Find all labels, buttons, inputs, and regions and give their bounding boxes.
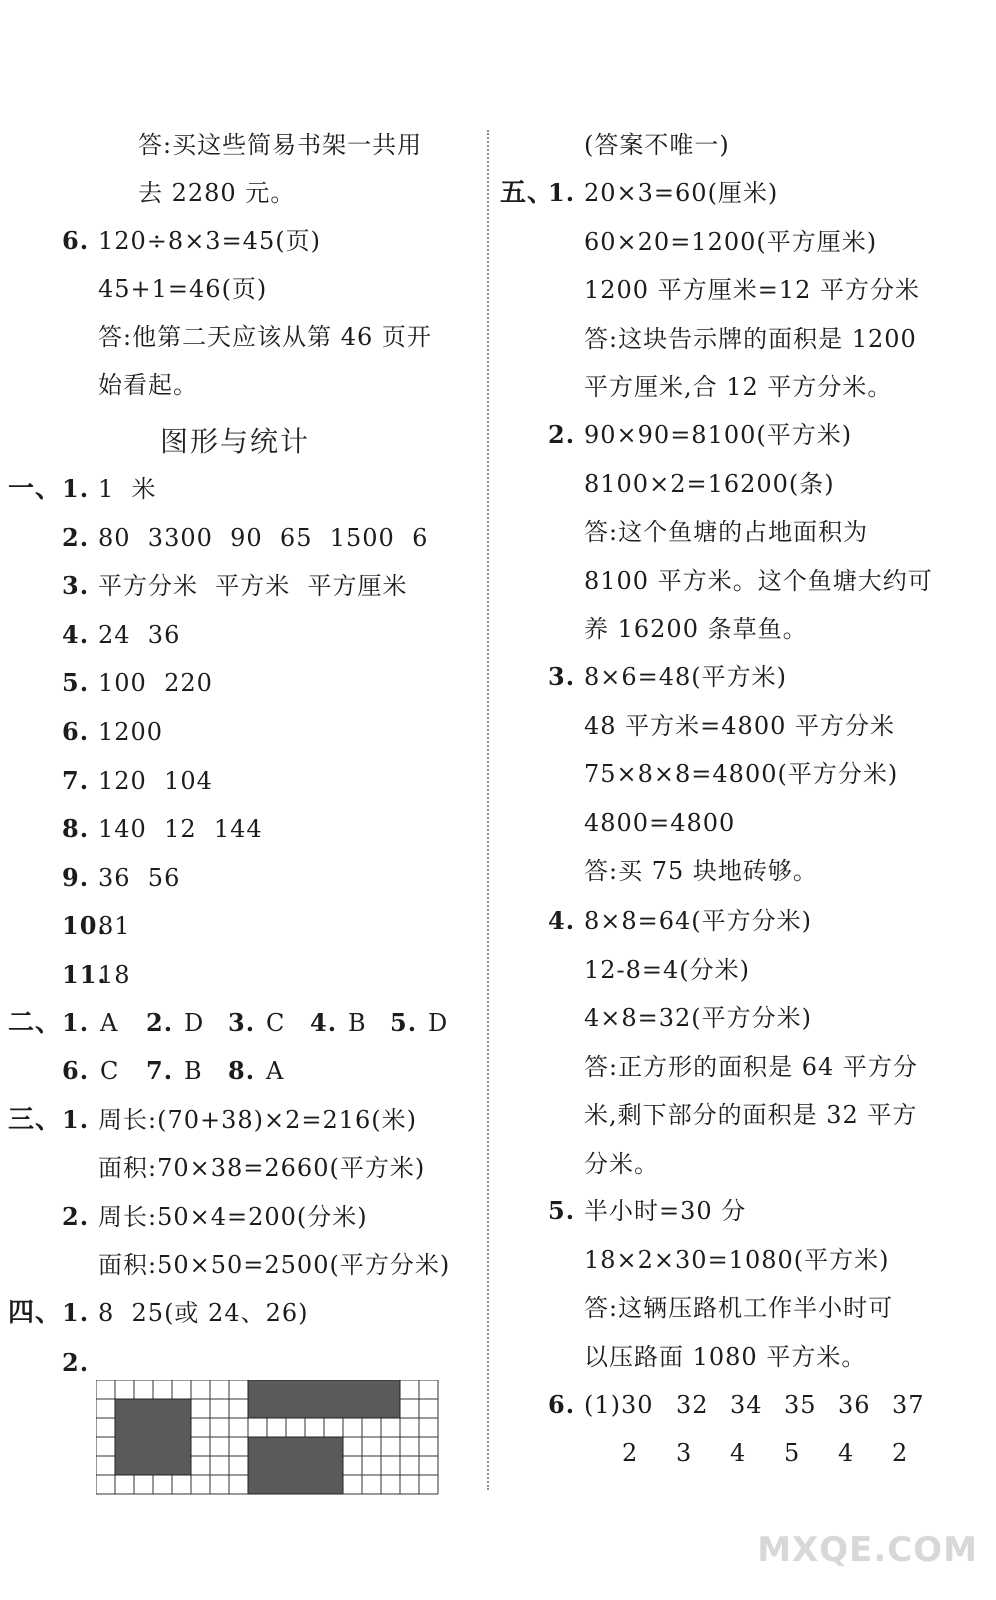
table-count: 4	[838, 1439, 855, 1467]
table-value: (1)30	[584, 1391, 654, 1419]
question-number: 9.	[62, 862, 90, 892]
choice-answer: B	[348, 1009, 367, 1037]
section-label: 一、	[8, 474, 63, 504]
question-number: 1.	[62, 474, 90, 503]
table-value: 36	[838, 1391, 871, 1419]
table-value: 32	[676, 1391, 709, 1419]
answer-line: 24 36	[98, 620, 181, 649]
choice-answer: D	[428, 1009, 449, 1037]
question-number: 5.	[390, 1008, 418, 1037]
answer-line: 8×8=64(平方分米)	[584, 907, 813, 935]
table-count: 3	[676, 1439, 693, 1467]
answer-line: (答案不唯一)	[584, 131, 730, 159]
question-number: 2.	[146, 1008, 174, 1037]
answer-line: 分米。	[584, 1149, 659, 1178]
column-divider	[487, 130, 489, 1490]
answer-line: 18	[98, 961, 131, 989]
choice-answer: D	[184, 1009, 205, 1037]
question-number: 4.	[310, 1008, 338, 1037]
choice-answer: A	[266, 1057, 285, 1085]
answer-line: 面积:50×50=2500(平方分米)	[98, 1251, 451, 1279]
table-count: 2	[622, 1439, 639, 1467]
answer-line: 1 米	[98, 475, 157, 503]
answer-line: 48 平方米=4800 平方分米	[584, 711, 895, 740]
answer-line: 答:正方形的面积是 64 平方分	[584, 1052, 918, 1081]
answer-line: 80 3300 90 65 1500 6	[98, 523, 429, 552]
answer-line: 8100 平方米。这个鱼塘大约可	[584, 566, 933, 595]
area-grid-figure	[96, 1380, 441, 1498]
question-number: 6.	[62, 226, 90, 255]
question-number: 1.	[62, 1298, 90, 1327]
answer-line: 8 25(或 24、26)	[98, 1299, 309, 1327]
question-number: 7.	[62, 765, 90, 795]
answer-line: 1200 平方厘米=12 平方分米	[584, 276, 920, 304]
choice-answer: A	[100, 1009, 119, 1037]
answer-line: 平方分米 平方米 平方厘米	[98, 572, 408, 601]
answer-line: 答:买这些简易书架一共用	[138, 131, 423, 159]
question-number: 4.	[62, 619, 90, 649]
answer-line: 8100×2=16200(条)	[584, 469, 835, 498]
answer-line: 始看起。	[98, 371, 198, 399]
section-label: 四、	[8, 1298, 63, 1328]
answer-line: 100 220	[98, 669, 213, 698]
answer-line: 面积:70×38=2660(平方米)	[98, 1154, 426, 1182]
table-count: 2	[892, 1439, 909, 1467]
answer-line: 周长:50×4=200(分米)	[98, 1203, 368, 1231]
question-number: 8.	[228, 1056, 256, 1085]
question-number: 2.	[62, 522, 90, 552]
answer-line: 18×2×30=1080(平方米)	[584, 1245, 890, 1274]
question-number: 11.	[62, 960, 107, 989]
answer-line: 答:这辆压路机工作半小时可	[584, 1294, 894, 1322]
answer-line: 去 2280 元。	[138, 179, 296, 207]
choice-answer: C	[100, 1057, 120, 1085]
answer-line: 答:这块告示牌的面积是 1200	[584, 324, 917, 353]
section-heading: 图形与统计	[160, 425, 311, 458]
table-value: 35	[784, 1391, 817, 1419]
question-number: 3.	[228, 1008, 256, 1037]
answer-line: 1200	[98, 718, 164, 746]
question-number: 6.	[62, 717, 90, 746]
answer-line: 12-8=4(分米)	[584, 955, 751, 984]
question-number: 5.	[548, 1196, 576, 1225]
question-number: 8.	[62, 814, 90, 844]
choice-answer: C	[266, 1009, 286, 1037]
answer-line: 60×20=1200(平方厘米)	[584, 227, 878, 256]
question-number: 3.	[62, 571, 90, 601]
answer-line: 36 56	[98, 863, 181, 892]
answer-line: 120 104	[98, 766, 213, 795]
answer-line: 半小时=30 分	[584, 1197, 747, 1225]
answer-line: 以压路面 1080 平方米。	[584, 1342, 867, 1371]
answer-line: 答:他第二天应该从第 46 页开	[98, 323, 432, 351]
answer-line: 45+1=46(页)	[98, 275, 268, 303]
answer-line: 140 12 144	[98, 815, 263, 844]
table-count: 5	[784, 1439, 801, 1467]
answer-line: 米,剩下部分的面积是 32 平方	[584, 1101, 918, 1129]
answer-line: 20×3=60(厘米)	[584, 179, 779, 207]
question-number: 2.	[548, 420, 576, 449]
question-number: 6.	[62, 1056, 90, 1085]
section-label: 五、	[500, 178, 555, 208]
answer-line: 120÷8×3=45(页)	[98, 227, 321, 255]
answer-line: 90×90=8100(平方米)	[584, 421, 853, 449]
answer-line: 周长:(70+38)×2=216(米)	[98, 1106, 418, 1134]
answer-line: 养 16200 条草鱼。	[584, 615, 808, 643]
question-number: 2.	[62, 1348, 90, 1377]
question-number: 1.	[62, 1008, 90, 1037]
table-value: 37	[892, 1391, 925, 1419]
question-number: 4.	[548, 906, 576, 935]
table-count: 4	[730, 1439, 747, 1467]
answer-line: 8×6=48(平方米)	[584, 663, 788, 691]
answer-line: 81	[98, 912, 131, 941]
question-number: 6.	[548, 1390, 576, 1419]
shaded-square	[115, 1399, 191, 1475]
answer-line: 平方厘米,合 12 平方分米。	[584, 373, 893, 401]
question-number: 2.	[62, 1202, 90, 1231]
section-label: 二、	[8, 1008, 63, 1038]
answer-line: 4800=4800	[584, 808, 736, 837]
section-label: 三、	[8, 1105, 63, 1135]
question-number: 10.	[62, 911, 107, 941]
question-number: 5.	[62, 668, 90, 698]
answer-line: 答:买 75 块地砖够。	[584, 857, 818, 885]
answer-line: 答:这个鱼塘的占地面积为	[584, 518, 869, 546]
answer-line: 4×8=32(平方分米)	[584, 1004, 813, 1032]
question-number: 7.	[146, 1056, 174, 1085]
answer-line: 75×8×8=4800(平方分米)	[584, 760, 899, 788]
shaded-rectangle-top	[248, 1380, 400, 1418]
shaded-rectangle-bottom	[248, 1437, 343, 1494]
question-number: 1.	[62, 1105, 90, 1134]
table-value: 34	[730, 1391, 763, 1419]
question-number: 3.	[548, 662, 576, 691]
watermark: MXQE.COM	[757, 1530, 978, 1570]
choice-answer: B	[184, 1057, 203, 1085]
question-number: 1.	[548, 178, 576, 207]
